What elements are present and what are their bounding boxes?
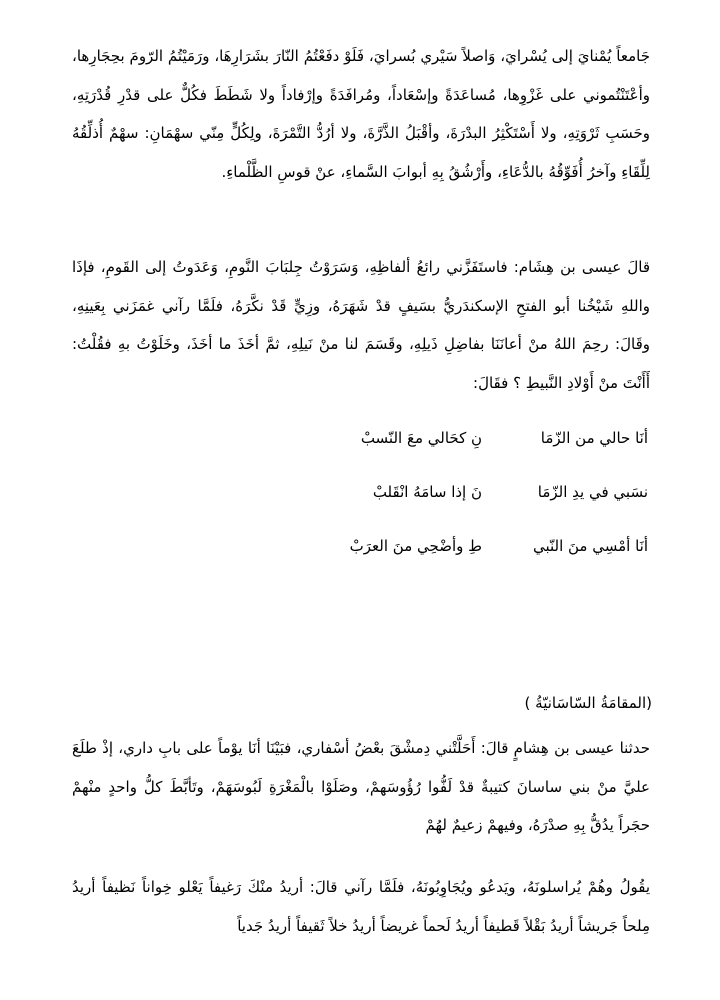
verse-3-first-hemistich: أنَا أمْسِي منَ النّبي: [532, 537, 648, 555]
verse-3-second-hemistich: طِ وأضْحِي منَ العرَبْ: [349, 537, 482, 555]
verse-1-second-hemistich: نِ كحَالي معَ النّسبْ: [360, 429, 482, 447]
poem-verse-3: [248, 534, 648, 558]
paragraph-1: جَامعاً يُمْنايَ إلى يُسْرايَ، وَاصلاً سَيْري بُسرايَ، فَلَوْ دفَعْتُمُ النّارَ بشَرَارِهَا، ورَمَيْتُمُ الرّومَ بحِجَارِها، وأعْتَنْتُموني على غَزْوِها، مُساعَدَةً وإسْعَاداً، ومُرافَدَةً وإرْفاداً ولا شَطَطَ فكُلٌّ على قدْرِ قُدْرَتِهِ، وحَسَبِ ثَرْوَتِهِ، ولا أَسْتَكْثِرُ البدْرَةَ، وأقْبَلُ الذَّرَّةَ، ولا أرُدُّ التَّمْرَةَ، ولِكُلٍّ مِنّي سهْمَانِ: سهْمٌ أُذلِّقُهُ لِلِّقَاءِ وآخرُ أُفَوِّقُهُ بالدُّعَاءِ، وأَرْشُقُ بِهِ أبوابَ السَّماءِ، عنْ قوسِ الظَّلْماءِ.: [72, 47, 650, 181]
verse-1-first-hemistich: أنَا حالي من الزّمَا: [540, 429, 648, 447]
paragraph-4: يقُولُ وهُمْ يُراسلونَهُ، ويَدعُو ويُجَاوِبُونَهُ، فلَمَّا رآني قالَ: أريدُ منْكَ رَغيفاً يَعْلو خِواناً نَظيفاً أريدُ مِلحاً جَريشاً أريدُ بَقْلاً قَطيفاً أريدُ لَحماً غريضاً أريدُ خلاً ثَقيفاً أريدُ جَدياً: [72, 878, 650, 935]
verse-2-first-hemistich: نسَبي في يدِ الزّمَا: [537, 483, 648, 501]
verse-2-second-hemistich: نَ إذا سامَهُ انْقَلبْ: [372, 483, 482, 501]
paragraph-3: حدثنا عيسى بن هِشامٍ قالَ: أَحَلَّتْني دِمشْقَ بعْضُ أسْفاري، فبَيْنَا أنَا يوْماً على بابِ داري، إذْ طلَعَ عليَّ منْ بني ساسانَ كتيبةٌ قدْ لَفُّوا رُؤُوسَهمْ، وصَلَوْا بالْمَغْرَةِ لَبُوسَهَمْ، وتَأبَّطَ كلُّ واحدٍ منْهمْ حجَراً يدُقُّ بِهِ صدْرَهُ، وفيهمْ زعيمٌ لهُمْ: [72, 739, 650, 834]
paragraph-2: قالَ عيسى بن هِشَام: فاستَفَزَّني رائعُ ألفاظِهِ، وَسَرَوْتُ جِلبَابَ النَّومِ، وَعَدَوتُ إلى القَومِ، فإذَا واللهِ شَيْخُنا أبو الفتحِ الإسكندَريُّ بسَيفٍ قدْ شَهَرَهُ، وزِيٍّ قَدْ نكَّرَهُ، فلَمَّا رآني غمَزَني بِعَينِهِ، وقَالَ: رحِمَ اللهُ منْ أعانَنَا بفاضِلِ ذَيلِهِ، وقَسَمَ لنا منْ نَيلِهِ، ثمَّ أخَذَ ما أخَذَ، وخَلَوْتُ بهِ فقُلْتُ: أَأَنْتَ منْ أَوْلادِ النَّبيطِ ؟ فقَالَ:: [72, 258, 650, 392]
poem-verse-1: [248, 426, 648, 450]
section-heading: (المقامَةُ السّاسَانيّةُ ): [524, 694, 652, 712]
poem-verse-2: [248, 480, 648, 504]
